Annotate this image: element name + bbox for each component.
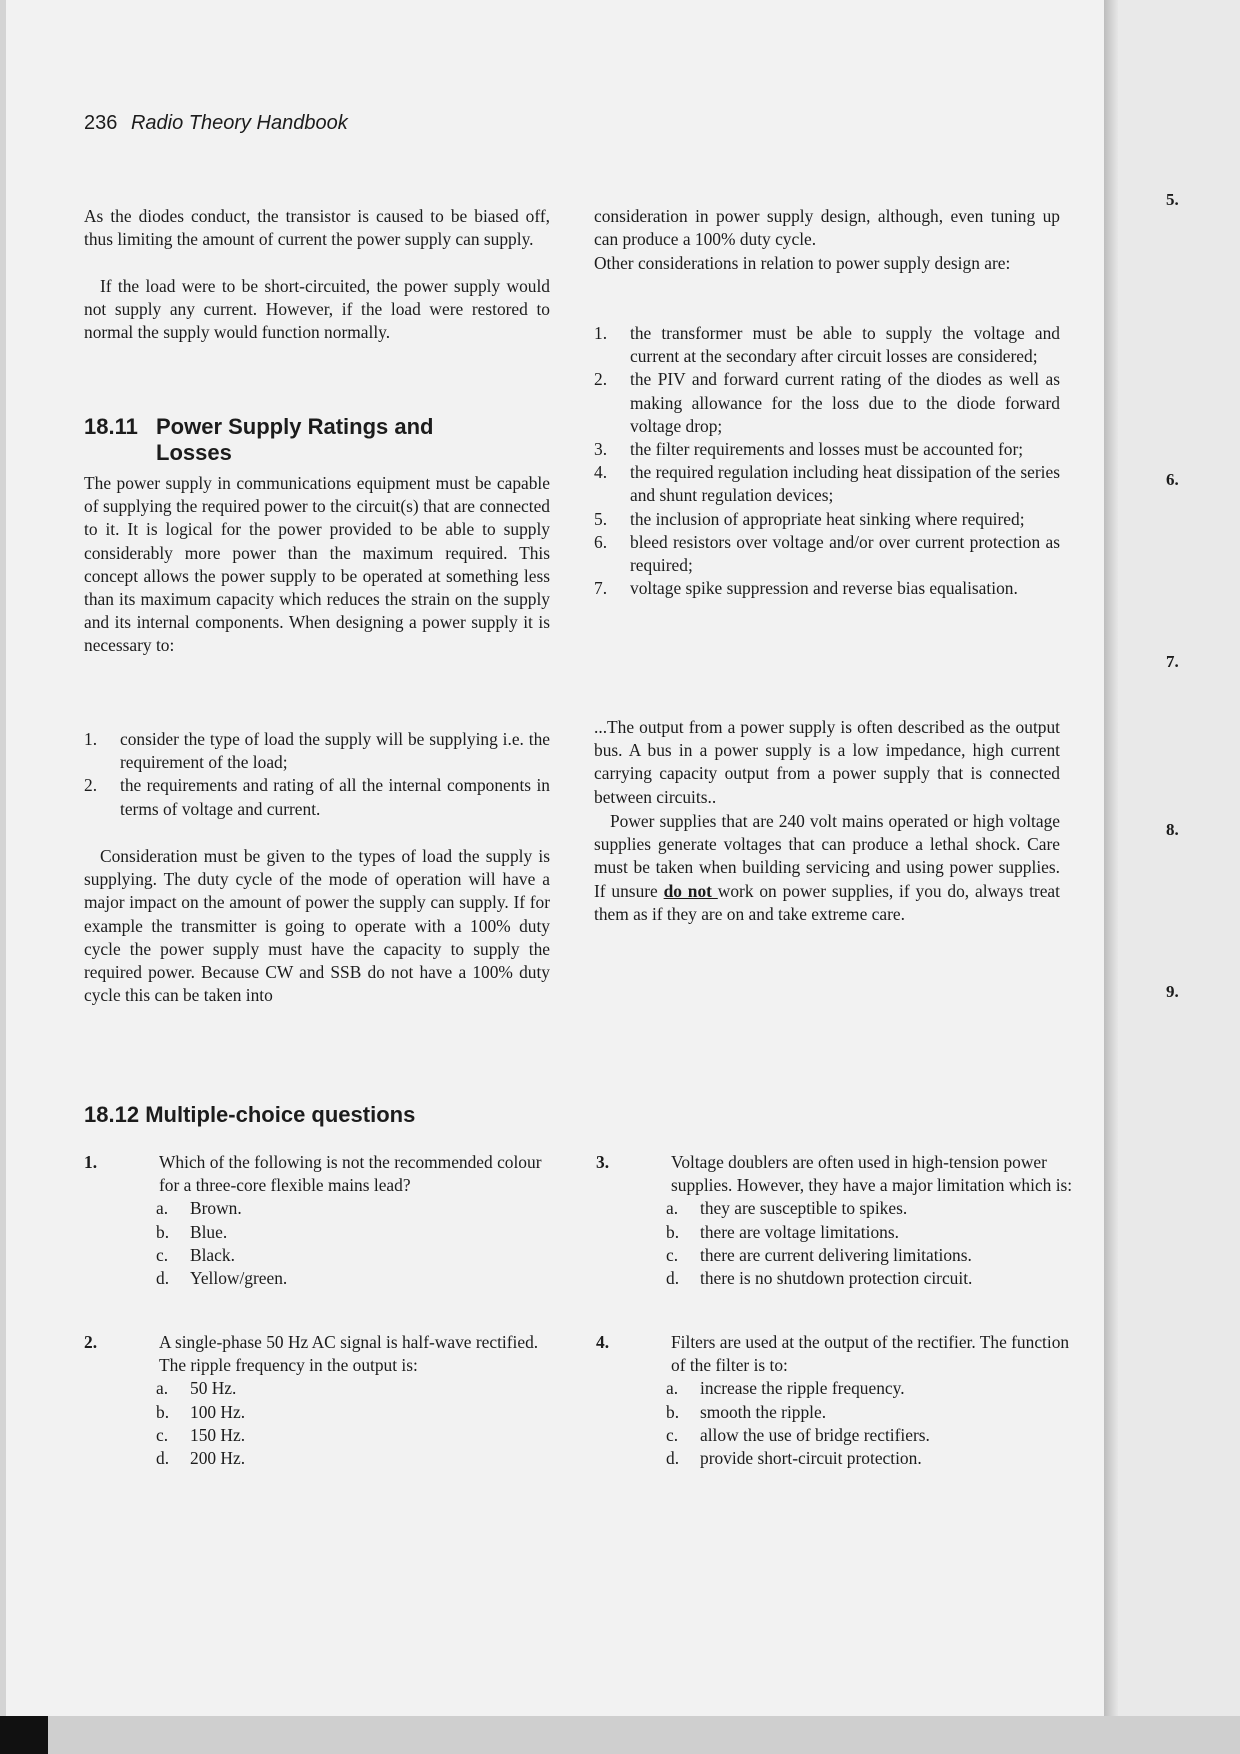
answer-option: c. there are current delivering limitations. xyxy=(666,1244,972,1265)
section-18-11-paragraph-1: The power supply in communications equipment must be capable of supplying the required power to the circuit(s) that are connected to it. It is logical for the power provided to be able to supply considerably more power than the maximum required. This concept allows the power supply to be operated at something less than its maximum capacity which reduces the strain on the supply and its internal components. When designing a power supply it is necessary to: xyxy=(84,473,550,656)
list-item: 1. consider the type of load the supply will be supplying i.e. the requirement of the load; xyxy=(84,729,550,773)
design-considerations-list xyxy=(594,322,1060,600)
section-number: 18.11 xyxy=(84,414,138,439)
question-text: Filters are used at the output of the rectifier. The function of the filter is to: xyxy=(671,1332,1070,1376)
page-number: 236 xyxy=(84,112,118,134)
answer-option: d. Yellow/green. xyxy=(156,1268,288,1289)
answer-option: c. allow the use of bridge rectifiers. xyxy=(666,1424,930,1445)
adjacent-question-number: 8. xyxy=(1166,820,1179,839)
running-head xyxy=(84,112,348,135)
list-item: 7. voltage spike suppression and reverse bias equalisation. xyxy=(594,578,1018,599)
question-3 xyxy=(596,1151,1076,1290)
answer-option: a. increase the ripple frequency. xyxy=(666,1378,905,1399)
book-title: Radio Theory Handbook xyxy=(130,112,348,134)
question-number: 3. xyxy=(596,1152,610,1172)
answer-option: b. Blue. xyxy=(156,1221,228,1242)
section-heading-18-12 xyxy=(84,1102,984,1128)
intro-paragraph-1: As the diodes conduct, the transistor is caused to be biased off, thus limiting the amount of current the power supply can supply. xyxy=(84,206,550,250)
scan-bottom-strip xyxy=(0,1716,1240,1754)
list-item: 2. the requirements and rating of all the internal components in terms of voltage and current. xyxy=(84,775,550,819)
adjacent-question-number: 7. xyxy=(1166,652,1179,671)
question-text: A single-phase 50 Hz AC signal is half-wave rectified. The ripple frequency in the output is: xyxy=(159,1332,539,1376)
right-paragraph-1: consideration in power supply design, although, even tuning up can produce a 100% duty cycle. xyxy=(594,206,1060,250)
answer-option: b. 100 Hz. xyxy=(156,1401,246,1422)
answer-option: d. 200 Hz. xyxy=(156,1448,246,1469)
answer-option: d. there is no shutdown protection circuit. xyxy=(666,1268,973,1289)
question-number: 1. xyxy=(84,1152,98,1172)
intro-paragraph-2: If the load were to be short-circuited, the power supply would not supply any current. However, if the load were restored to normal the supply would function normally. xyxy=(84,276,550,343)
answer-option: a. 50 Hz. xyxy=(156,1378,237,1399)
adjacent-question-number: 9. xyxy=(1166,982,1179,1001)
question-text: Voltage doublers are often used in high-tension power supplies. However, they have a major limitation which is: xyxy=(671,1152,1073,1196)
answer-option: c. 150 Hz. xyxy=(156,1424,246,1445)
adjacent-page xyxy=(1118,0,1240,1754)
section-title: Multiple-choice questions xyxy=(145,1102,416,1127)
section-title-line-2: Losses xyxy=(156,440,232,465)
list-item: 3. the filter requirements and losses must be accounted for; xyxy=(594,439,1024,460)
section-heading-18-11 xyxy=(84,414,550,466)
adjacent-question-number: 6. xyxy=(1166,470,1179,489)
answer-option: b. smooth the ripple. xyxy=(666,1401,827,1422)
page-gutter-shadow xyxy=(1104,0,1118,1754)
right-paragraph-2: Other considerations in relation to power supply design are: xyxy=(594,253,1011,273)
section-title-line-1: Power Supply Ratings and xyxy=(156,414,434,439)
answer-option: d. provide short-circuit protection. xyxy=(666,1448,922,1469)
question-number: 4. xyxy=(596,1332,610,1352)
question-1 xyxy=(84,1151,554,1290)
question-2 xyxy=(84,1331,554,1470)
do-not-emphasis: do not xyxy=(663,880,718,901)
question-number: 2. xyxy=(84,1332,98,1352)
answer-option: b. there are voltage limitations. xyxy=(666,1221,899,1242)
adjacent-question-number: 5. xyxy=(1166,190,1179,209)
question-text: Which of the following is not the recommended colour for a three-core flexible mains lead? xyxy=(159,1152,542,1196)
answer-option: c. Black. xyxy=(156,1244,235,1265)
answer-option: a. they are susceptible to spikes. xyxy=(666,1198,908,1219)
list-item: 6. bleed resistors over voltage and/or over current protection as required; xyxy=(594,531,1060,576)
list-item: 1. the transformer must be able to supply the voltage and current at the secondary after circuit losses are considered; xyxy=(594,323,1060,367)
load-considerations-list xyxy=(84,728,550,821)
section-18-11-paragraph-2: Consideration must be given to the types of load the supply is supplying. The duty cycle of the mode of operation will have a major impact on the amount of power the supply can supply. If for example the transmitter is going to operate with a 100% duty cycle the power supply must have the capacity to supply the required power. Because CW and SSB do not have a 100% duty cycle this can be taken into xyxy=(84,846,550,1006)
right-paragraph-output-bus: ...The output from a power supply is often described as the output bus. A bus in a power supply is a low impedance, high current carrying capacity output from a power supply that is connected between circuits.. xyxy=(594,717,1060,807)
list-item: 5. the inclusion of appropriate heat sinking where required; xyxy=(594,508,1025,529)
list-item: 2. the PIV and forward current rating of the diodes as well as making allowance for the loss due to the diode forward voltage drop; xyxy=(594,369,1060,436)
answer-option: a. Brown. xyxy=(156,1198,242,1219)
safety-warning-paragraph: Power supplies that are 240 volt mains operated or high voltage supplies generate voltages that can produce a lethal shock. Care must be taken when building servicing and using power supplies. If unsure do not work on power supplies, if you do, always treat them as if they are on and take extreme care. xyxy=(594,811,1060,924)
list-item: 4. the required regulation including heat dissipation of the series and shunt regulation devices; xyxy=(594,462,1060,506)
section-number: 18.12 xyxy=(84,1102,140,1127)
question-4 xyxy=(596,1331,1076,1470)
